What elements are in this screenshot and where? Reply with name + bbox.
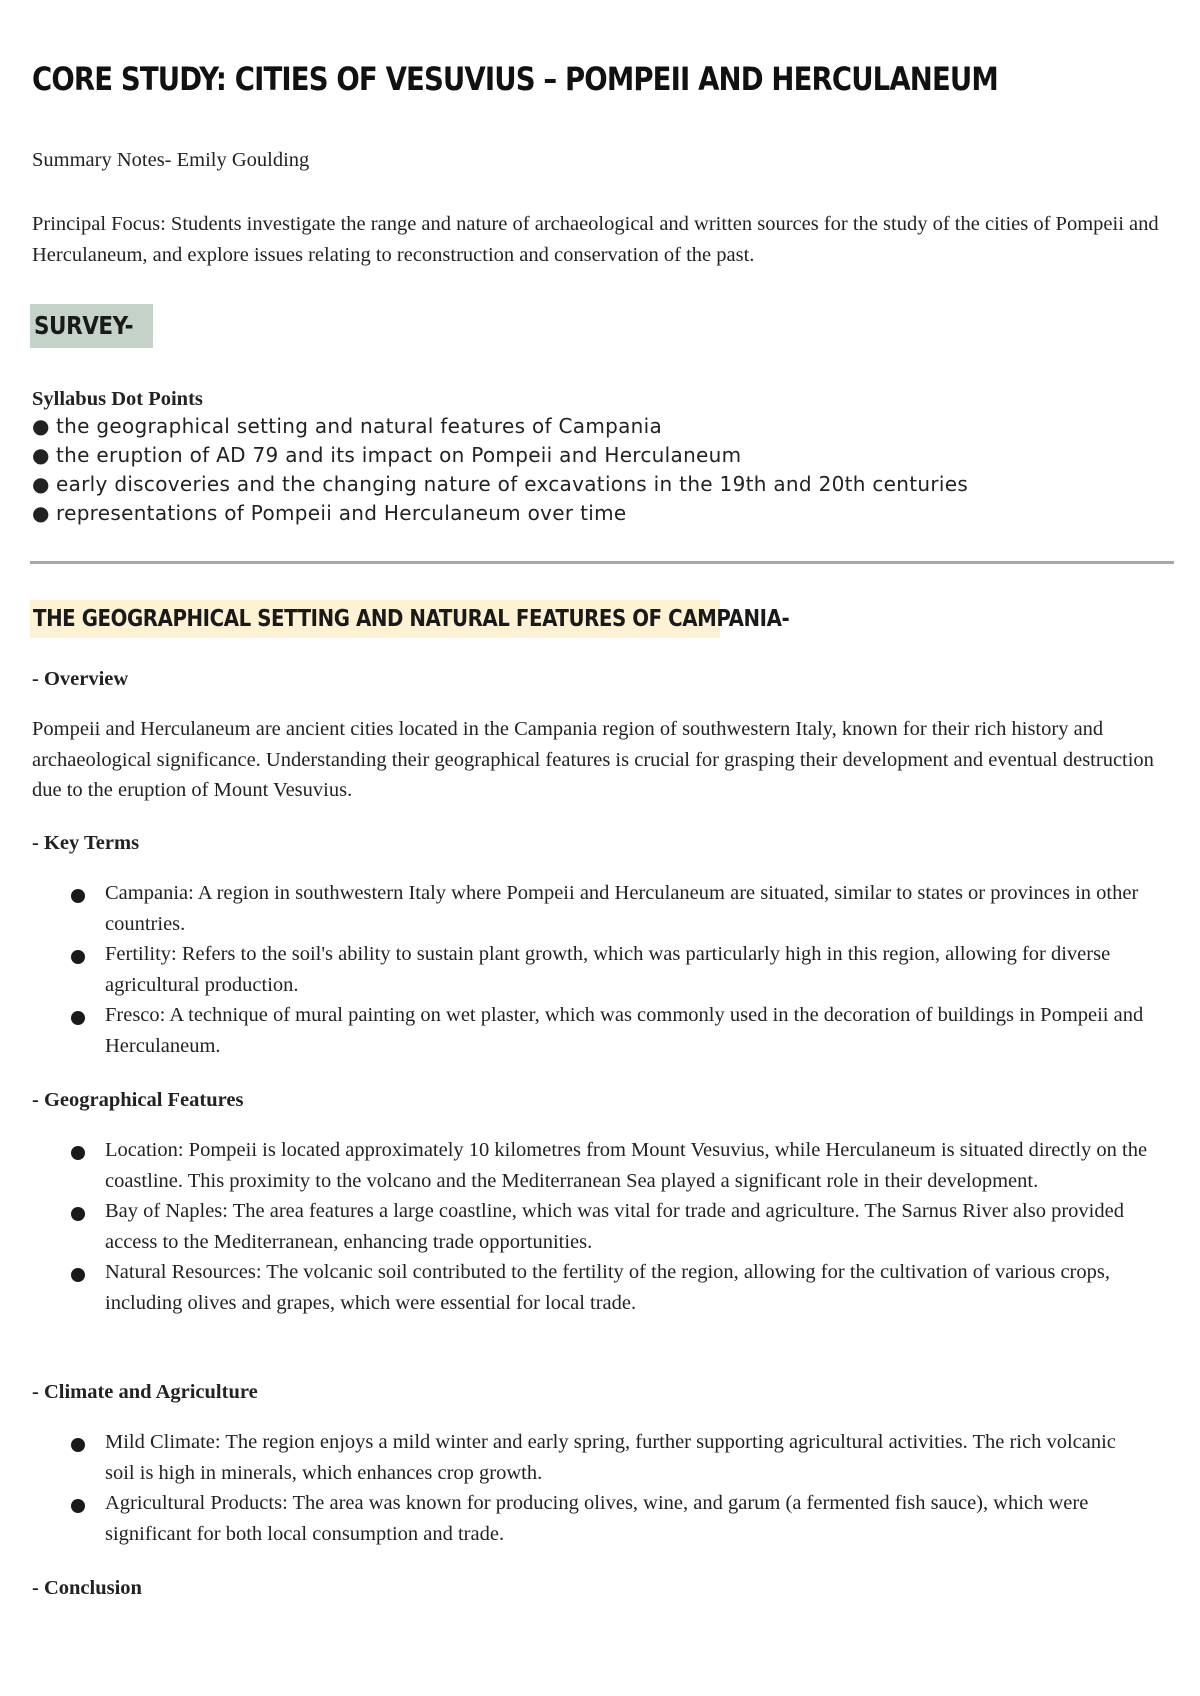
list-item: [0, 1427, 1150, 1488]
overview-heading: - Overview: [32, 668, 129, 690]
feature-text: Location: Pompeii is located approximately 10 kilometres from Mount Vesuvius, while Herculaneum is situated directly on the coastline. This proximity to the volcano and the Mediterranean Sea played a significant role in their development.: [105, 1139, 1148, 1192]
key-terms-heading: - Key Terms: [32, 832, 140, 854]
bullet-icon: [71, 889, 85, 903]
geographical-features-list: [0, 1135, 1150, 1318]
bullet-icon: [71, 1207, 85, 1221]
geography-section-tag: [30, 600, 790, 638]
geography-tag-label: THE GEOGRAPHICAL SETTING AND NATURAL FEATURES OF CAMPANIA-: [33, 606, 790, 632]
list-item: [0, 1257, 1150, 1318]
list-item: [0, 1000, 1150, 1061]
key-term-text: Fertility: Refers to the soil's ability to sustain plant growth, which was particularly high in this region, allowing for diverse agricultural production.: [105, 943, 1111, 996]
dot-point-text: representations of Pompeii and Herculaneum over time: [56, 501, 627, 525]
principal-focus: Principal Focus: Students investigate the range and nature of archaeological and written sources for the study of the cities of Pompeii and Herculaneum, and explore issues relating to reconstruction and conservation of the past.: [32, 213, 1159, 266]
bullet-icon: ●: [32, 414, 50, 438]
document-subtitle: Summary Notes- Emily Goulding: [32, 149, 310, 171]
overview-text: Pompeii and Herculaneum are ancient cities located in the Campania region of southwestern Italy, known for their rich history and archaeological significance. Understanding their geographical features is crucial for grasping their development and eventual destruction due to the eruption of Mount Vesuvius.: [32, 718, 1154, 801]
survey-tag-label: SURVEY-: [34, 311, 134, 340]
bullet-icon: [71, 1268, 85, 1282]
survey-section-tag: [30, 304, 153, 348]
climate-list: [0, 1427, 1150, 1549]
bullet-icon: [71, 1499, 85, 1513]
dot-point-text: the geographical setting and natural features of Campania: [56, 414, 663, 438]
bullet-icon: [71, 1011, 85, 1025]
bullet-icon: ●: [32, 501, 50, 525]
bullet-icon: ●: [32, 443, 50, 467]
bullet-icon: [71, 1146, 85, 1160]
list-item: [32, 470, 968, 499]
list-item: [0, 878, 1150, 939]
key-term-text: Fresco: A technique of mural painting on wet plaster, which was commonly used in the decoration of buildings in Pompeii and Herculaneum.: [105, 1004, 1144, 1057]
geographical-features-heading: - Geographical Features: [32, 1089, 244, 1111]
section-divider: [30, 561, 1174, 564]
list-item: [0, 1196, 1150, 1257]
bullet-icon: [71, 950, 85, 964]
climate-text: Mild Climate: The region enjoys a mild winter and early spring, further supporting agricultural activities. The rich volcanic soil is high in minerals, which enhances crop growth.: [105, 1431, 1116, 1484]
feature-text: Natural Resources: The volcanic soil contributed to the fertility of the region, allowing for the cultivation of various crops, including olives and grapes, which were essential for local trade.: [105, 1261, 1110, 1314]
syllabus-dot-points: [32, 412, 968, 528]
conclusion-heading: - Conclusion: [32, 1577, 142, 1599]
page-title: CORE STUDY: CITIES OF VESUVIUS – POMPEII AND HERCULANEUM: [32, 60, 998, 98]
dot-point-text: the eruption of AD 79 and its impact on Pompeii and Herculaneum: [56, 443, 742, 467]
key-term-text: Campania: A region in southwestern Italy where Pompeii and Herculaneum are situated, similar to states or provinces in other countries.: [105, 882, 1139, 935]
list-item: [0, 1488, 1150, 1549]
key-terms-list: [0, 878, 1150, 1061]
list-item: [0, 1135, 1150, 1196]
feature-text: Bay of Naples: The area features a large coastline, which was vital for trade and agriculture. The Sarnus River also provided access to the Mediterranean, enhancing trade opportunities.: [105, 1200, 1124, 1253]
bullet-icon: [71, 1438, 85, 1452]
climate-heading: - Climate and Agriculture: [32, 1381, 258, 1403]
list-item: [32, 499, 968, 528]
list-item: [32, 412, 968, 441]
list-item: [0, 939, 1150, 1000]
dot-point-text: early discoveries and the changing nature of excavations in the 19th and 20th centuries: [56, 472, 969, 496]
list-item: [32, 441, 968, 470]
climate-text: Agricultural Products: The area was known for producing olives, wine, and garum (a fermented fish sauce), which were significant for both local consumption and trade.: [105, 1492, 1089, 1545]
syllabus-heading: Syllabus Dot Points: [32, 388, 203, 410]
bullet-icon: ●: [32, 472, 50, 496]
